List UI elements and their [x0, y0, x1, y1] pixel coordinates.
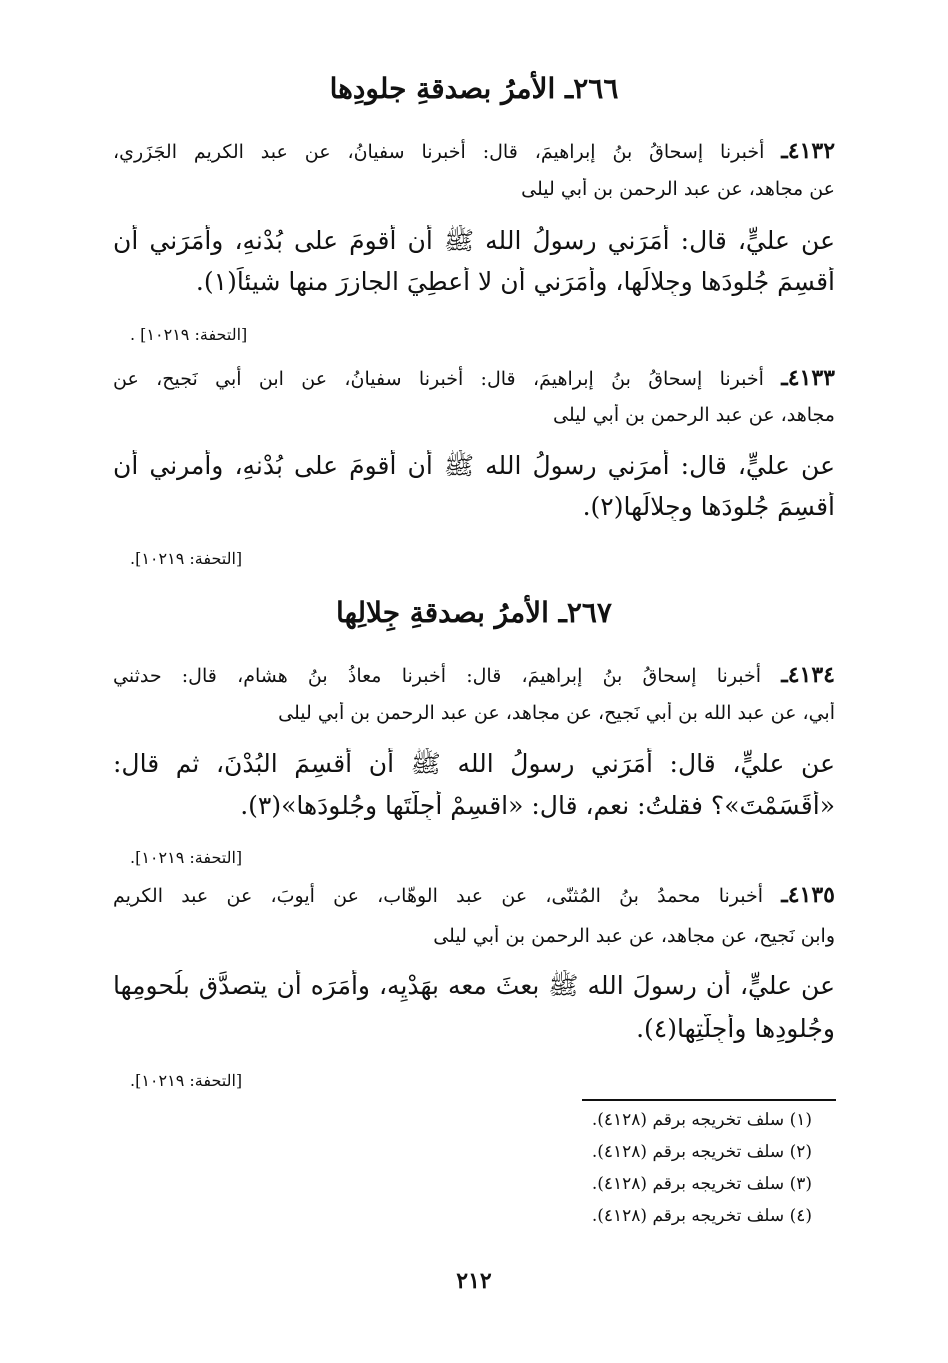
- hadith-4132-isnad-line-2: عن مجاهد، عن عبد الرحمن بن أبي ليلى: [521, 178, 835, 200]
- hadith-4135-isnad-line-1: [113, 882, 835, 908]
- page-number: ٢١٢: [456, 1268, 492, 1294]
- hadith-number: ٤١٣٥ـ: [781, 882, 835, 908]
- hadith-4133-matn-line-2: أَقسِمَ جُلودَها وجِلالَها(٢).: [582, 492, 835, 521]
- hadith-number: ٤١٣٤ـ: [781, 662, 835, 688]
- footnote-3: (٣) سلف تخريجه برقم (٤١٢٨).: [591, 1174, 812, 1194]
- hadith-4132-reference: [التحفة: ١٠٢١٩] .: [130, 325, 248, 344]
- hadith-4135-isnad-line-2: وابنِ نَجيح، عن مجاهد، عن عبد الرحمن بن أبي ليلى: [433, 925, 835, 947]
- footnote-separator: [582, 1099, 836, 1101]
- hadith-4135-matn-line-2: وجُلودِها وأجِلَّتِها(٤).: [636, 1014, 835, 1043]
- footnote-1: (١) سلف تخريجه برقم (٤١٢٨).: [591, 1110, 812, 1130]
- hadith-4134-matn-line-2: «أَقَسَمْتَ»؟ فقلتُ: نعم، قال: «اقسِمْ أجِلَّتَها وجُلودَها»(٣).: [240, 791, 835, 820]
- isnad-text: أخبرنا إسحاقُ بنُ إبراهيمَ، قال: أخبرنا سفيانُ، عن عبد الكريم الجَزَري،: [113, 141, 765, 163]
- hadith-4132-matn-line-2: أَقسِمَ جُلودَها وجِلالَها، وأمَرَني أن لا أُعطِيَ الجازرَ منها شيئاً(١).: [195, 267, 835, 296]
- footnote-2: (٢) سلف تخريجه برقم (٤١٢٨).: [591, 1142, 812, 1162]
- hadith-4134-reference: [التحفة: ١٠٢١٩].: [130, 848, 243, 867]
- hadith-4133-isnad-line-2: مجاهد، عن عبد الرحمن بن أبي ليلى: [553, 404, 835, 426]
- hadith-4133-isnad-line-1: [113, 365, 835, 391]
- hadith-4134-matn-line-1: عن عليٍّ، قال: أمَرَني رسولُ الله ﷺ أن أَقسِمَ البُدْنَ، ثم قال:: [113, 749, 835, 778]
- chapter-title-267: ٢٦٧ـ الأمرُ بصدقةِ جِلالِها: [336, 596, 612, 629]
- isnad-text: أخبرنا إسحاقُ بنُ إبراهيمَ، قال: أخبرنا معاذُ بنُ هشام، قال: حدثني: [113, 665, 762, 687]
- hadith-4132-isnad-line-1: [113, 138, 835, 164]
- hadith-number: ٤١٣٢ـ: [781, 138, 835, 164]
- isnad-text: أخبرنا إسحاقُ بنُ إبراهيمَ، قال: أخبرنا سفيانُ، عن ابن أبي نَجيح، عن: [113, 368, 764, 390]
- isnad-text: أخبرنا محمدُ بنُ المُثنّى، عن عبد الوهّاب، عن أيوبَ، عن عبد الكريم: [113, 885, 764, 907]
- hadith-number: ٤١٣٣ـ: [781, 365, 835, 391]
- hadith-4134-isnad-line-1: [113, 662, 835, 688]
- chapter-title-266: ٢٦٦ـ الأمرُ بصدقةِ جلودِها: [329, 72, 619, 105]
- hadith-4133-matn-line-1: عن عليٍّ، قال: أمرَني رسولُ الله ﷺ أن أقومَ على بُدْنهِ، وأمرني أن: [113, 451, 835, 480]
- hadith-4132-matn-line-1: عن عليٍّ، قال: أمَرَني رسولُ الله ﷺ أن أقومَ على بُدْنهِ، وأمَرَني أن: [113, 226, 835, 255]
- hadith-4135-matn-line-1: عن عليٍّ، أن رسولَ الله ﷺ بعثَ معه بهَدْيِه، وأمَرَه أن يتصدَّق بلُحومِها: [113, 971, 835, 1000]
- footnote-4: (٤) سلف تخريجه برقم (٤١٢٨).: [591, 1206, 812, 1226]
- hadith-4134-isnad-line-2: أبي، عن عبد الله بن أبي نَجيح، عن مجاهد، عن عبد الرحمن بن أبي ليلى: [278, 702, 835, 724]
- hadith-4133-reference: [التحفة: ١٠٢١٩].: [130, 549, 243, 568]
- hadith-4135-reference: [التحفة: ١٠٢١٩].: [130, 1071, 243, 1090]
